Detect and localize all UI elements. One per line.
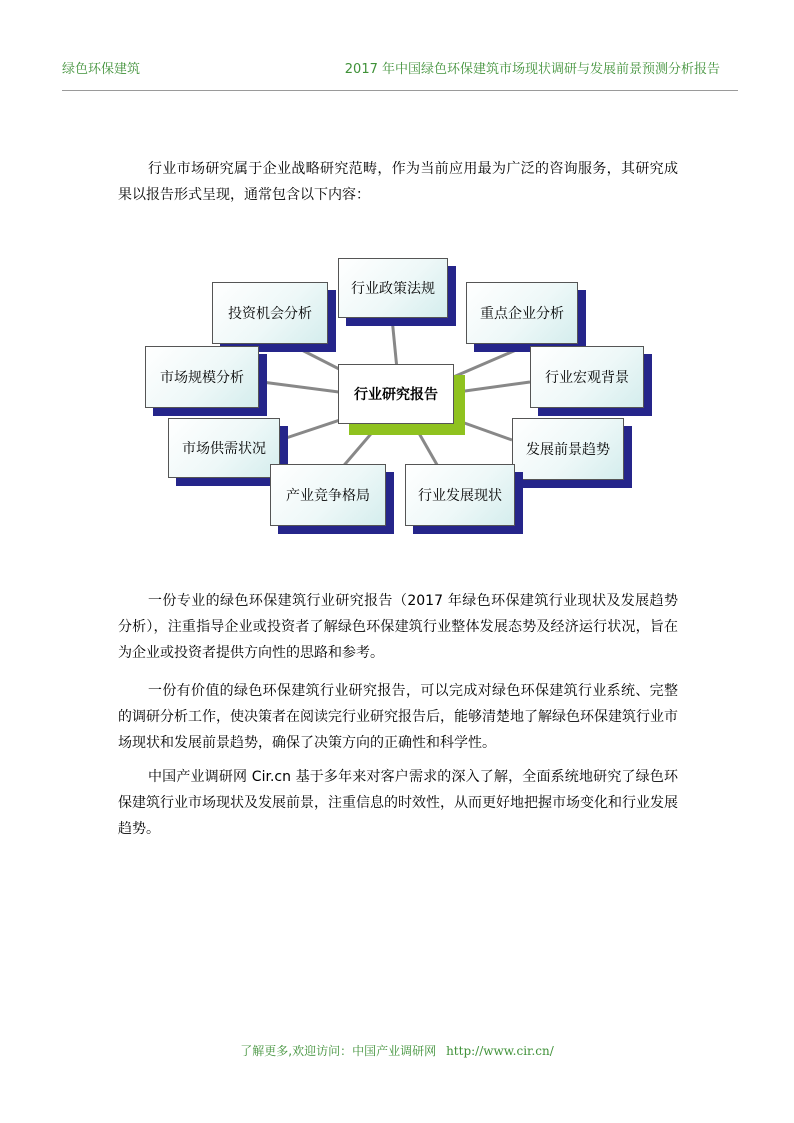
node-macro: 行业宏观背景 xyxy=(530,346,644,408)
node-outlook: 发展前景趋势 xyxy=(512,418,624,480)
node-market-size: 市场规模分析 xyxy=(145,346,259,408)
node-supply-demand: 市场供需状况 xyxy=(168,418,280,478)
footer-link[interactable]: http://www.cir.cn/ xyxy=(446,1044,554,1058)
node-invest: 投资机会分析 xyxy=(212,282,328,344)
node-status: 行业发展现状 xyxy=(405,464,515,526)
paragraph-1: 一份专业的绿色环保建筑行业研究报告（2017 年绿色环保建筑行业现状及发展趋势分析），注重指导企业或投资者了解绿色环保建筑行业整体发展态势及经济运行状况，旨在为企业或投资者提供方向性的思路和参考。 xyxy=(118,593,678,661)
header-left-title: 绿色环保建筑 xyxy=(62,62,141,77)
header-right-title: 2017 年中国绿色环保建筑市场现状调研与发展前景预测分析报告 xyxy=(344,62,720,77)
report-contents-diagram xyxy=(140,250,660,540)
intro-paragraph: 行业市场研究属于企业战略研究范畴，作为当前应用最为广泛的咨询服务，其研究成果以报告形式呈现，通常包含以下内容： xyxy=(118,161,678,203)
node-key-companies: 重点企业分析 xyxy=(466,282,578,344)
paragraph-2: 一份有价值的绿色环保建筑行业研究报告，可以完成对绿色环保建筑行业系统、完整的调研分析工作，使决策者在阅读完行业研究报告后，能够清楚地了解绿色环保建筑行业市场现状和发展前景趋势，确保了决策方向的正确性和科学性。 xyxy=(118,683,678,751)
node-center-report: 行业研究报告 xyxy=(338,364,454,424)
paragraph-3: 中国产业调研网 Cir.cn 基于多年来对客户需求的深入了解，全面系统地研究了绿色环保建筑行业市场现状及发展前景，注重信息的时效性，从而更好地把握市场变化和行业发展趋势。 xyxy=(118,769,678,837)
node-policy: 行业政策法规 xyxy=(338,258,448,318)
node-competition: 产业竞争格局 xyxy=(270,464,386,526)
header-divider xyxy=(62,90,738,91)
footer-text: 了解更多,欢迎访问：中国产业调研网 xyxy=(240,1044,437,1058)
footer xyxy=(0,1042,794,1059)
